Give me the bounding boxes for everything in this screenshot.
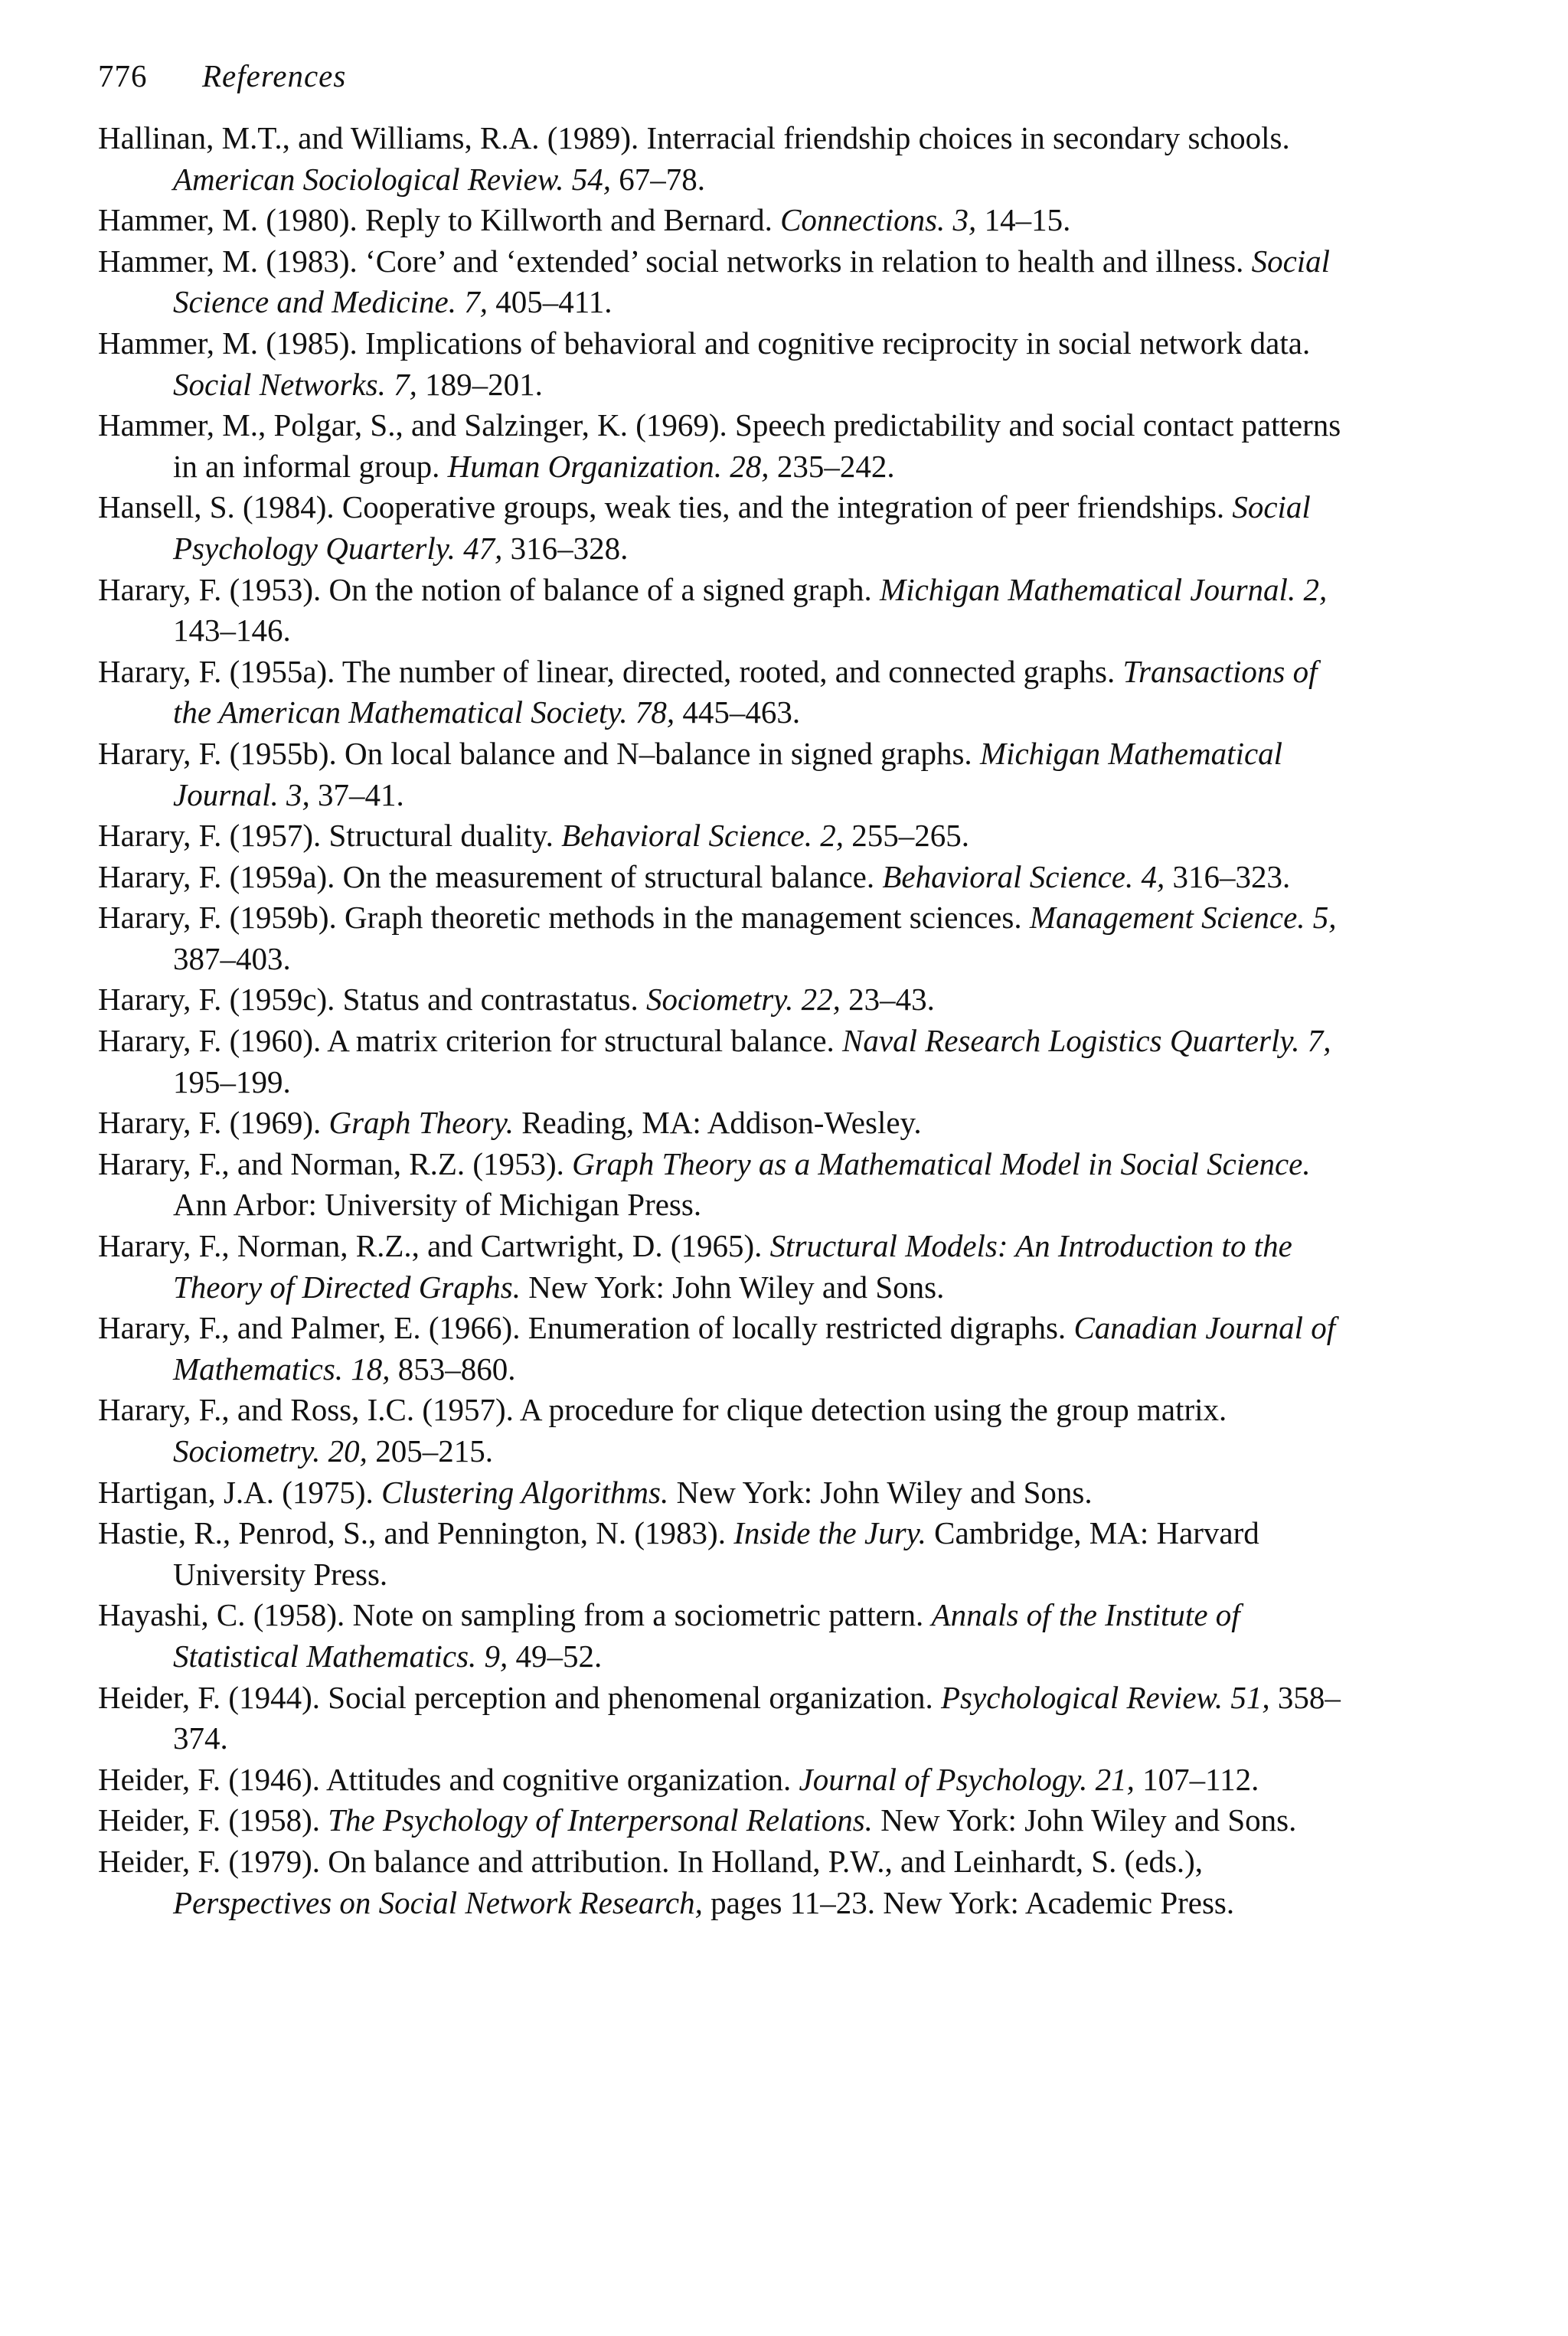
reference-pages: Reading, MA: Addison-Wesley. xyxy=(513,1105,922,1141)
reference-pages: Cambridge, MA: Harvard University Press. xyxy=(173,1515,1259,1592)
reference-pages: New York: John Wiley and Sons. xyxy=(872,1802,1297,1838)
reference-entry xyxy=(98,1226,1354,1308)
reference-source: Sociometry. 20, xyxy=(173,1433,368,1469)
reference-pages: 405–411. xyxy=(487,284,612,320)
reference-source: Naval Research Logistics Quarterly. 7, xyxy=(842,1023,1331,1059)
reference-source: Human Organization. 28, xyxy=(447,448,769,484)
reference-pages: pages 11–23. New York: Academic Press. xyxy=(702,1884,1235,1920)
reference-source: Journal of Psychology. 21, xyxy=(799,1761,1135,1797)
reference-text: Harary, F. (1959c). Status and contrastatus. xyxy=(98,982,646,1018)
reference-entry xyxy=(98,1841,1354,1923)
reference-text: Heider, F. (1958). xyxy=(98,1802,328,1838)
reference-entry xyxy=(98,1103,1354,1144)
reference-text: Hartigan, J.A. (1975). xyxy=(98,1474,382,1510)
reference-source: American Sociological Review. 54, xyxy=(173,161,611,197)
reference-entry xyxy=(98,118,1354,200)
reference-pages: 195–199. xyxy=(173,1063,291,1099)
reference-pages: 445–463. xyxy=(675,694,801,730)
reference-list xyxy=(98,118,1354,1923)
reference-source: Sociometry. 22, xyxy=(645,982,841,1018)
reference-pages: 387–403. xyxy=(173,940,291,976)
reference-source: Graph Theory as a Mathematical Model in Social Science. xyxy=(572,1145,1311,1181)
reference-entry xyxy=(98,1678,1354,1759)
reference-text: Harary, F. (1969). xyxy=(98,1105,329,1141)
reference-source: Transactions of the American Mathematical Society. 78, xyxy=(173,653,1318,730)
reference-text: Hammer, M. (1980). Reply to Killworth and Bernard. xyxy=(98,202,781,238)
reference-pages: New York: John Wiley and Sons. xyxy=(668,1474,1093,1510)
reference-source: Canadian Journal of Mathematics. 18, xyxy=(173,1310,1336,1387)
reference-text: Hansell, S. (1984). Cooperative groups, weak ties, and the integration of peer friendships. xyxy=(98,489,1233,525)
reference-pages: New York: John Wiley and Sons. xyxy=(520,1269,945,1305)
reference-text: Harary, F., Norman, R.Z., and Cartwright, D. (1965). xyxy=(98,1228,770,1264)
section-title: References xyxy=(202,58,347,93)
reference-source: Management Science. 5, xyxy=(1029,900,1337,936)
reference-text: Harary, F. (1957). Structural duality. xyxy=(98,818,562,854)
reference-source: Behavioral Science. 2, xyxy=(561,818,844,854)
reference-pages: 23–43. xyxy=(840,982,935,1018)
reference-entry xyxy=(98,1472,1354,1514)
reference-entry xyxy=(98,1390,1354,1472)
reference-pages: 205–215. xyxy=(367,1433,493,1469)
reference-entry xyxy=(98,241,1354,323)
reference-source: Social Networks. 7, xyxy=(173,366,417,402)
reference-pages: 316–323. xyxy=(1165,858,1291,894)
reference-pages: 49–52. xyxy=(508,1638,603,1674)
reference-source: Psychological Review. 51, xyxy=(941,1679,1270,1715)
reference-pages: Ann Arbor: University of Michigan Press. xyxy=(173,1187,702,1223)
reference-pages: 316–328. xyxy=(502,530,629,566)
reference-source: Social Psychology Quarterly. 47, xyxy=(173,489,1311,566)
reference-source: Structural Models: An Introduction to the Theory of Directed Graphs. xyxy=(173,1228,1292,1305)
reference-source: Clustering Algorithms. xyxy=(381,1474,669,1510)
reference-text: Hammer, M., Polgar, S., and Salzinger, K. (1969). Speech predictability and social contact patterns in an informal group. xyxy=(98,407,1341,484)
reference-pages: 143–146. xyxy=(173,613,291,649)
reference-pages: 14–15. xyxy=(976,202,1071,238)
reference-entry xyxy=(98,897,1354,979)
reference-source: Graph Theory. xyxy=(328,1105,514,1141)
reference-entry xyxy=(98,1513,1354,1595)
reference-pages: 37–41. xyxy=(309,776,404,812)
reference-text: Harary, F., and Norman, R.Z. (1953). xyxy=(98,1145,573,1181)
reference-entry xyxy=(98,487,1354,569)
reference-entry xyxy=(98,405,1354,487)
reference-text: Hallinan, M.T., and Williams, R.A. (1989). Interracial friendship choices in secondary schools. xyxy=(98,120,1290,155)
reference-entry xyxy=(98,1595,1354,1677)
reference-entry xyxy=(98,1308,1354,1390)
reference-source: Social Science and Medicine. 7, xyxy=(173,243,1331,320)
reference-entry xyxy=(98,815,1354,857)
reference-source: Behavioral Science. 4, xyxy=(882,858,1165,894)
reference-text: Harary, F. (1955a). The number of linear, directed, rooted, and connected graphs. xyxy=(98,653,1123,689)
reference-text: Harary, F. (1953). On the notion of balance of a signed graph. xyxy=(98,571,880,607)
page-number: 776 xyxy=(98,58,148,93)
reference-pages: 255–265. xyxy=(844,818,969,854)
reference-text: Hastie, R., Penrod, S., and Pennington, N. (1983). xyxy=(98,1515,734,1551)
reference-text: Harary, F., and Ross, I.C. (1957). A procedure for clique detection using the group matrix. xyxy=(98,1392,1227,1428)
reference-text: Harary, F. (1960). A matrix criterion for structural balance. xyxy=(98,1023,843,1059)
reference-source: Inside the Jury. xyxy=(733,1515,926,1551)
reference-text: Harary, F. (1955b). On local balance and N–balance in signed graphs. xyxy=(98,735,980,771)
reference-text: Harary, F., and Palmer, E. (1966). Enumeration of locally restricted digraphs. xyxy=(98,1310,1074,1346)
reference-source: The Psychology of Interpersonal Relations. xyxy=(328,1802,873,1838)
reference-entry xyxy=(98,1800,1354,1841)
reference-text: Heider, F. (1944). Social perception and phenomenal organization. xyxy=(98,1679,941,1715)
reference-entry xyxy=(98,733,1354,815)
reference-text: Hammer, M. (1985). Implications of behavioral and cognitive reciprocity in social network data. xyxy=(98,325,1311,361)
reference-text: Heider, F. (1946). Attitudes and cognitive organization. xyxy=(98,1761,799,1797)
reference-entry xyxy=(98,570,1354,652)
reference-pages: 358–374. xyxy=(173,1679,1341,1756)
reference-text: Hammer, M. (1983). ‘Core’ and ‘extended’ social networks in relation to health and illness. xyxy=(98,243,1252,279)
reference-source: Michigan Mathematical Journal. 2, xyxy=(880,571,1328,607)
reference-pages: 853–860. xyxy=(390,1351,516,1387)
reference-source: Perspectives on Social Network Research, xyxy=(173,1884,703,1920)
reference-text: Harary, F. (1959a). On the measurement of structural balance. xyxy=(98,858,883,894)
reference-entry xyxy=(98,979,1354,1021)
reference-entry xyxy=(98,652,1354,733)
reference-text: Heider, F. (1979). On balance and attribution. In Holland, P.W., and Leinhardt, S. (eds.), xyxy=(98,1843,1204,1879)
reference-pages: 189–201. xyxy=(416,366,543,402)
reference-source: Annals of the Institute of Statistical Mathematics. 9, xyxy=(173,1597,1240,1674)
reference-pages: 107–112. xyxy=(1134,1761,1259,1797)
reference-entry xyxy=(98,1759,1354,1801)
reference-entry xyxy=(98,200,1354,241)
reference-pages: 235–242. xyxy=(769,448,895,484)
page xyxy=(98,55,1354,1923)
reference-source: Connections. 3, xyxy=(780,202,977,238)
reference-text: Harary, F. (1959b). Graph theoretic methods in the management sciences. xyxy=(98,900,1030,936)
reference-entry xyxy=(98,1144,1354,1226)
reference-entry xyxy=(98,1021,1354,1103)
reference-entry xyxy=(98,323,1354,405)
reference-source: Michigan Mathematical Journal. 3, xyxy=(173,735,1283,812)
reference-pages: 67–78. xyxy=(610,161,705,197)
reference-entry xyxy=(98,857,1354,898)
running-head xyxy=(98,55,1354,96)
reference-text: Hayashi, C. (1958). Note on sampling from a sociometric pattern. xyxy=(98,1597,932,1633)
